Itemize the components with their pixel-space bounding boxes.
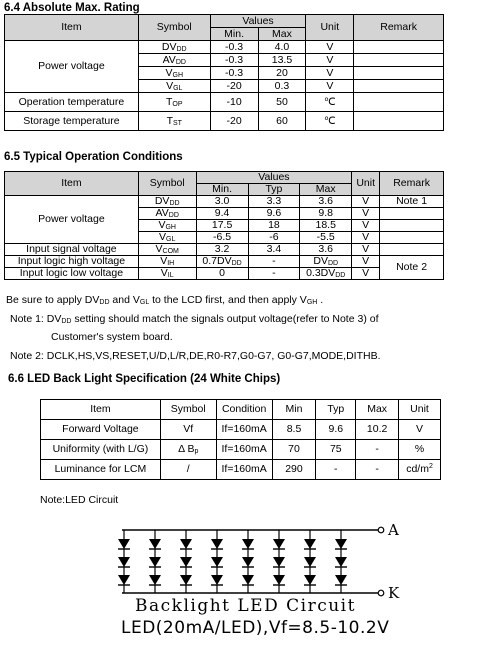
symbol-cell: $V_{IH}$ [138,256,196,268]
header-symbol: Symbol [160,400,216,420]
led-diode-icon [304,557,316,567]
header-max: Max [356,400,399,420]
header-min: Min. [210,28,258,41]
unit-cell: V [399,420,441,440]
anode-terminal [378,527,384,533]
item-cell: Uniformity (with L/G) [41,440,161,460]
max-cell: 3.6 [300,196,352,208]
symbol-cell: $T_{ST}$ [138,112,210,131]
led-diode-icon [211,557,223,567]
note-2: Note 2: DCLK,HS,VS,RESET,U/D,L/R,DE,R0-R7,G0-G7, G0-G7,MODE,DITHB. [10,350,381,362]
item-cell: Operation temperature [5,93,139,112]
unit-cell: V [306,80,354,93]
header-values: Values [210,15,306,28]
typ-cell: 75 [316,440,356,460]
min-cell: -0.3 [210,41,258,54]
unit-cell: V [306,54,354,67]
typ-cell: 3.3 [248,196,300,208]
circuit-caption-spec: LED(20mA/LED),Vf=8.5-10.2V [121,618,390,638]
cathode-terminal [378,590,384,596]
max-cell: 60 [258,112,306,131]
typ-cell: - [248,256,300,268]
max-cell: $DV_{DD}$ [300,256,352,268]
header-unit: Unit [399,400,441,420]
max-cell: 4.0 [258,41,306,54]
header-symbol: Symbol [138,15,210,41]
max-cell: 10.2 [356,420,399,440]
header-remark: Remark [354,15,444,41]
max-cell: - [356,460,399,480]
led-diode-icon [149,539,161,549]
symbol-cell: Vf [160,420,216,440]
condition-cell: If=160mA [216,420,272,440]
header-min: Min [272,400,316,420]
min-cell: -10 [210,93,258,112]
symbol-cell: $V_{GL}$ [138,232,196,244]
remark-note-1: Note 1 [380,196,444,208]
section-6-4-title: 6.4 Absolute Max. Rating [4,2,140,14]
item-cell: Forward Voltage [41,420,161,440]
condition-cell: If=160mA [216,460,272,480]
led-diode-icon [242,539,254,549]
symbol-cell: $V_{COM}$ [138,244,196,256]
min-cell: 8.5 [272,420,316,440]
note-1-line-2: Customer's system board. [51,331,173,343]
anode-label: A [388,521,399,539]
max-cell: 20 [258,67,306,80]
led-strings [118,530,347,593]
header-min: Min. [196,184,248,196]
led-diode-icon [180,539,192,549]
header-max: Max [300,184,352,196]
led-diode-icon [149,575,161,585]
led-diode-icon [273,539,285,549]
cathode-label: K [388,584,400,602]
power-voltage-label: Power voltage [5,196,139,244]
item-cell: Input logic high voltage [5,256,139,268]
condition-cell: If=160mA [216,440,272,460]
unit-cell: V [352,220,380,232]
min-cell: 17.5 [196,220,248,232]
typ-cell: 9.6 [248,208,300,220]
led-diode-icon [211,575,223,585]
section-6-5-title: 6.5 Typical Operation Conditions [4,151,183,163]
max-cell: - [356,440,399,460]
max-cell: 3.6 [300,244,352,256]
max-cell: 0.3 [258,80,306,93]
symbol-cell: $V_{GL}$ [138,80,210,93]
symbol-cell: Δ $B_p$ [160,440,216,460]
header-typ: Typ [316,400,356,420]
min-cell: 3.2 [196,244,248,256]
unit-cell: V [352,256,380,268]
led-diode-icon [242,557,254,567]
min-cell: -0.3 [210,54,258,67]
symbol-cell: / [160,460,216,480]
led-diode-icon [118,575,130,585]
header-values: Values [196,172,352,184]
led-diode-icon [242,575,254,585]
unit-cell: V [352,232,380,244]
power-voltage-label: Power voltage [5,41,139,93]
min-cell: 9.4 [196,208,248,220]
item-cell: Input signal voltage [5,244,139,256]
header-remark: Remark [380,172,444,196]
unit-cell: V [306,67,354,80]
header-unit: Unit [352,172,380,196]
header-item: Item [5,15,139,41]
note-1-line-1: Note 1: $DV_{DD}$ setting should match the signals output voltage(refer to Note 3) of [10,313,379,325]
symbol-cell: $DV_{DD}$ [138,41,210,54]
min-cell: -20 [210,80,258,93]
remark-note-2: Note 2 [380,256,444,280]
min-cell: -0.3 [210,67,258,80]
min-cell: -20 [210,112,258,131]
unit-cell: $cd/m^2$ [399,460,441,480]
symbol-cell: $V_{IL}$ [138,268,196,280]
header-symbol: Symbol [138,172,196,196]
led-diode-icon [118,557,130,567]
header-max: Max [258,28,306,41]
led-diode-icon [211,539,223,549]
min-cell: -6.5 [196,232,248,244]
led-diode-icon [118,539,130,549]
unit-cell: ℃ [306,93,354,112]
led-circuit-note: Note:LED Circuit [40,494,119,506]
led-diode-icon [335,575,347,585]
header-item: Item [5,172,139,196]
header-condition: Condition [216,400,272,420]
led-diode-icon [149,557,161,567]
unit-cell: V [352,208,380,220]
item-cell: Luminance for LCM [41,460,161,480]
led-diode-icon [180,575,192,585]
typ-cell: - [248,268,300,280]
max-cell: -5.5 [300,232,352,244]
section-6-6-title: 6.6 LED Back Light Specification (24 White Chips) [8,373,281,385]
header-item: Item [41,400,161,420]
typ-cell: - [316,460,356,480]
symbol-cell: $AV_{DD}$ [138,208,196,220]
unit-cell: V [352,196,380,208]
min-cell: $0.7DV_{DD}$ [196,256,248,268]
unit-cell: V [306,41,354,54]
led-diode-icon [273,575,285,585]
typ-cell: -6 [248,232,300,244]
led-diode-icon [304,575,316,585]
item-cell: Input logic low voltage [5,268,139,280]
symbol-cell: $V_{GH}$ [138,220,196,232]
header-unit: Unit [306,15,354,41]
symbol-cell: $DV_{DD}$ [138,196,196,208]
min-cell: 0 [196,268,248,280]
min-cell: 70 [272,440,316,460]
led-diode-icon [335,557,347,567]
circuit-caption-title: Backlight LED Circuit [135,596,356,616]
max-cell: 18.5 [300,220,352,232]
header-typ: Typ [248,184,300,196]
typ-cell: 18 [248,220,300,232]
unit-cell: % [399,440,441,460]
max-cell: $0.3DV_{DD}$ [300,268,352,280]
apply-order-note: Be sure to apply $DV_{DD}$ and $V_{GL}$ to the LCD first, and then apply $V_{GH}$ . [6,294,324,306]
unit-cell: V [352,268,380,280]
typ-cell: 3.4 [248,244,300,256]
typ-cell: 9.6 [316,420,356,440]
unit-cell: ℃ [306,112,354,131]
led-diode-icon [273,557,285,567]
symbol-cell: $AV_{DD}$ [138,54,210,67]
min-cell: 3.0 [196,196,248,208]
unit-cell: V [352,244,380,256]
item-cell: Storage temperature [5,112,139,131]
max-cell: 9.8 [300,208,352,220]
led-diode-icon [304,539,316,549]
min-cell: 290 [272,460,316,480]
symbol-cell: $V_{GH}$ [138,67,210,80]
led-diode-icon [180,557,192,567]
led-diode-icon [335,539,347,549]
max-cell: 13.5 [258,54,306,67]
symbol-cell: $T_{OP}$ [138,93,210,112]
max-cell: 50 [258,93,306,112]
